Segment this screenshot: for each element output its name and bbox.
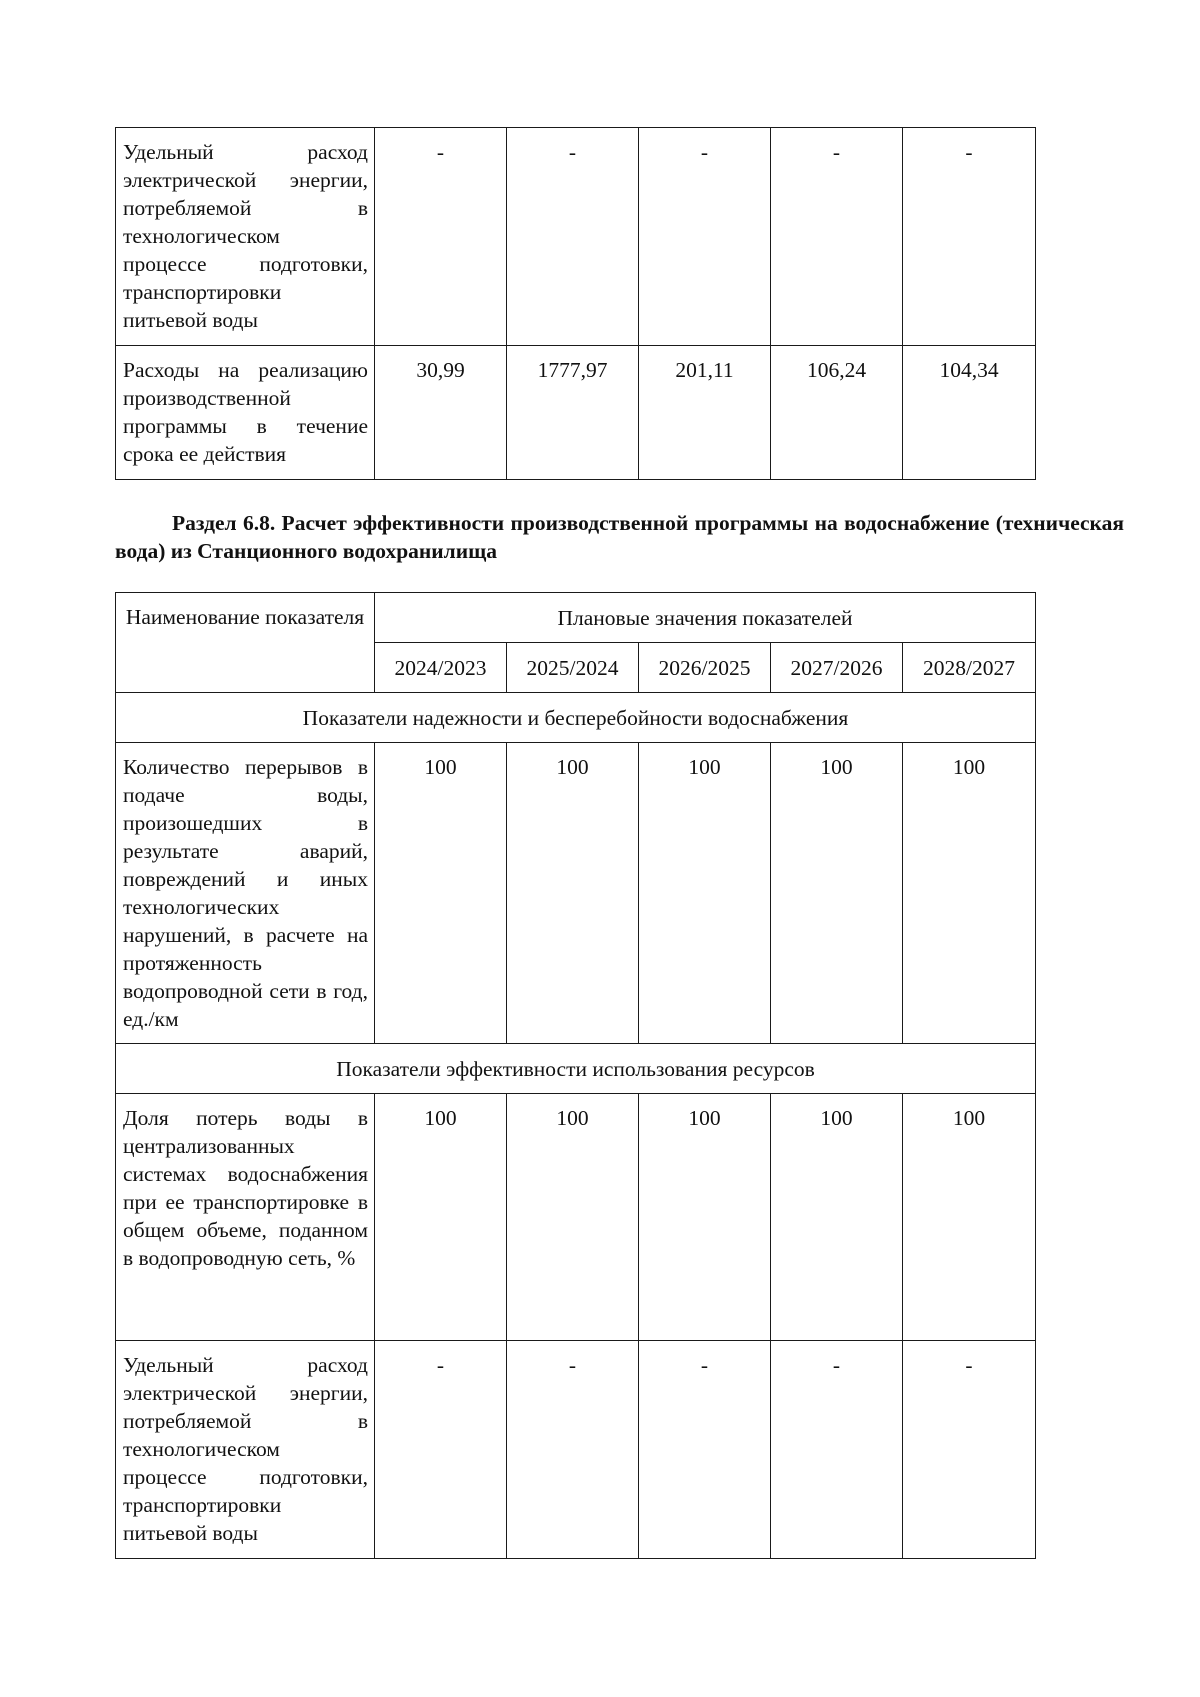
value-cell: 100 bbox=[771, 743, 903, 1044]
value-cell: - bbox=[903, 1341, 1036, 1559]
value-cell: 100 bbox=[903, 1094, 1036, 1341]
section-heading: Раздел 6.8. Расчет эффективности производственной программы на водоснабжение (техническая вода) из Станционного водохранилища bbox=[115, 511, 1124, 563]
plan-values-header: Плановые значения показателей bbox=[375, 593, 1036, 643]
value-cell: 100 bbox=[903, 743, 1036, 1044]
name-column-header: Наименование показателя bbox=[116, 593, 375, 693]
indicator-name: Расходы на реализацию производственной программы в течение срока ее действия bbox=[116, 346, 375, 480]
value-cell: 100 bbox=[639, 743, 771, 1044]
year-header: 2026/2025 bbox=[639, 643, 771, 693]
table-row bbox=[116, 743, 1036, 1044]
group-title: Показатели надежности и бесперебойности водоснабжения bbox=[116, 693, 1036, 743]
header-row bbox=[116, 593, 1036, 643]
value-cell: - bbox=[771, 128, 903, 346]
value-cell: 100 bbox=[771, 1094, 903, 1341]
table-row bbox=[116, 346, 1036, 480]
year-header: 2028/2027 bbox=[903, 643, 1036, 693]
table-row bbox=[116, 1341, 1036, 1559]
value-cell: - bbox=[771, 1341, 903, 1559]
value-cell: 106,24 bbox=[771, 346, 903, 480]
table-row bbox=[116, 128, 1036, 346]
indicator-name: Удельный расход электрической энергии, потребляемой в технологическом процессе подготовки, транспортировки питьевой воды bbox=[116, 1341, 375, 1559]
value-cell: 201,11 bbox=[639, 346, 771, 480]
value-cell: 100 bbox=[375, 1094, 507, 1341]
group-row bbox=[116, 693, 1036, 743]
value-cell: 30,99 bbox=[375, 346, 507, 480]
value-cell: - bbox=[375, 1341, 507, 1559]
indicator-name: Доля потерь воды в централизованных системах водоснабжения при ее транспортировке в общем объеме, поданном в водопроводную сеть, % bbox=[116, 1094, 375, 1341]
value-cell: - bbox=[507, 128, 639, 346]
year-header: 2024/2023 bbox=[375, 643, 507, 693]
value-cell: - bbox=[639, 1341, 771, 1559]
indicator-name: Количество перерывов в подаче воды, произошедших в результате аварий, повреждений и иных технологических нарушений, в расчете на протяженность водопроводной сети в год, ед./км bbox=[116, 743, 375, 1044]
year-header: 2027/2026 bbox=[771, 643, 903, 693]
value-cell: 100 bbox=[375, 743, 507, 1044]
value-cell: - bbox=[375, 128, 507, 346]
group-title: Показатели эффективности использования ресурсов bbox=[116, 1044, 1036, 1094]
value-cell: 100 bbox=[507, 743, 639, 1044]
value-cell: 104,34 bbox=[903, 346, 1036, 480]
value-cell: - bbox=[639, 128, 771, 346]
value-cell: 100 bbox=[639, 1094, 771, 1341]
value-cell: - bbox=[903, 128, 1036, 346]
continued-indicator-table bbox=[115, 127, 1036, 480]
group-row bbox=[116, 1044, 1036, 1094]
indicator-name: Удельный расход электрической энергии, потребляемой в технологическом процессе подготовки, транспортировки питьевой воды bbox=[116, 128, 375, 346]
value-cell: 100 bbox=[507, 1094, 639, 1341]
value-cell: 1777,97 bbox=[507, 346, 639, 480]
table-row bbox=[116, 1094, 1036, 1341]
value-cell: - bbox=[507, 1341, 639, 1559]
efficiency-indicator-table bbox=[115, 592, 1036, 1559]
year-header: 2025/2024 bbox=[507, 643, 639, 693]
